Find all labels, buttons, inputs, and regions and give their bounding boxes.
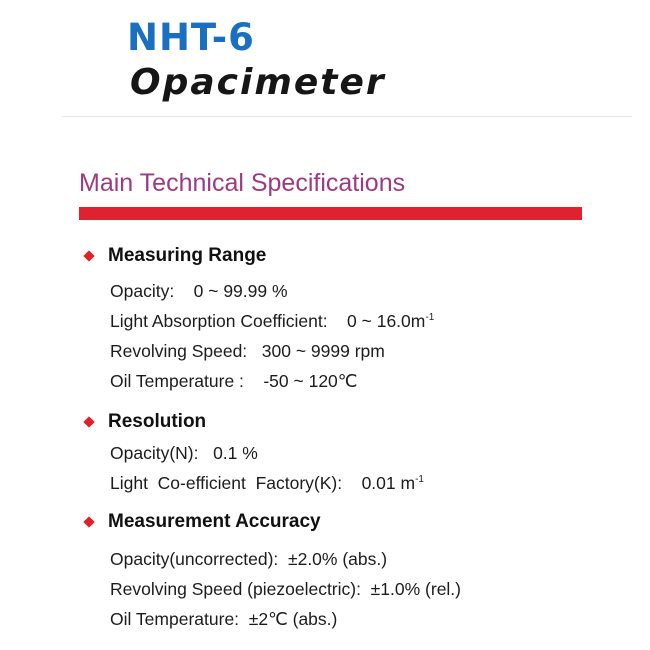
spec-line-opacity-range: Opacity: 0 ~ 99.99 % [110, 281, 288, 301]
spec-line-light-coefficient-factory: Light Co-efficient Factory(K): 0.01 $m^{-1}$ [110, 473, 424, 493]
spec-group-heading-label: Resolution [108, 411, 207, 432]
spec-line-revolving-speed-range: Revolving Speed: 300 ~ 9999 rpm [110, 341, 385, 361]
product-name: Opacimeter [130, 62, 386, 103]
spec-line-oil-temperature-range: Oil Temperature : -50 ~ 120℃ [110, 371, 358, 391]
spec-line-opacity-resolution: Opacity(N): 0.1 % [110, 443, 258, 463]
spec-group-heading-label: Measuring Range [108, 245, 267, 266]
spec-group-heading [82, 509, 461, 535]
spec-group-resolution [82, 409, 424, 498]
spec-group-heading-label: Measurement Accuracy [108, 511, 321, 532]
spec-line-oil-temperature-accuracy: Oil Temperature: ±2℃ (abs.) [110, 609, 338, 629]
spec-group-heading [82, 409, 424, 435]
unit-exponent: -1 [415, 474, 424, 485]
red-diamond-bullet-icon [83, 250, 94, 261]
spec-line-revolving-speed-accuracy: Revolving Speed (piezoelectric): ±1.0% (rel.) [110, 579, 461, 599]
model-number: NHT-6 [127, 16, 255, 59]
red-diamond-bullet-icon [83, 416, 94, 427]
spec-group-heading [82, 243, 434, 269]
spec-group-measuring-range [82, 243, 434, 396]
section-title: Main Technical Specifications [79, 169, 406, 197]
section-red-bar [79, 207, 582, 220]
spec-line-opacity-accuracy: Opacity(uncorrected): ±2.0% (abs.) [110, 549, 388, 569]
red-diamond-bullet-icon [83, 516, 94, 527]
spec-group-measurement-accuracy [82, 509, 461, 634]
unit-exponent: -1 [425, 312, 435, 323]
spec-line-light-absorption-coefficient: Light Absorption Coefficient: 0 ~ $16.0m^{-1}$ [110, 311, 435, 331]
header-divider [62, 116, 632, 117]
